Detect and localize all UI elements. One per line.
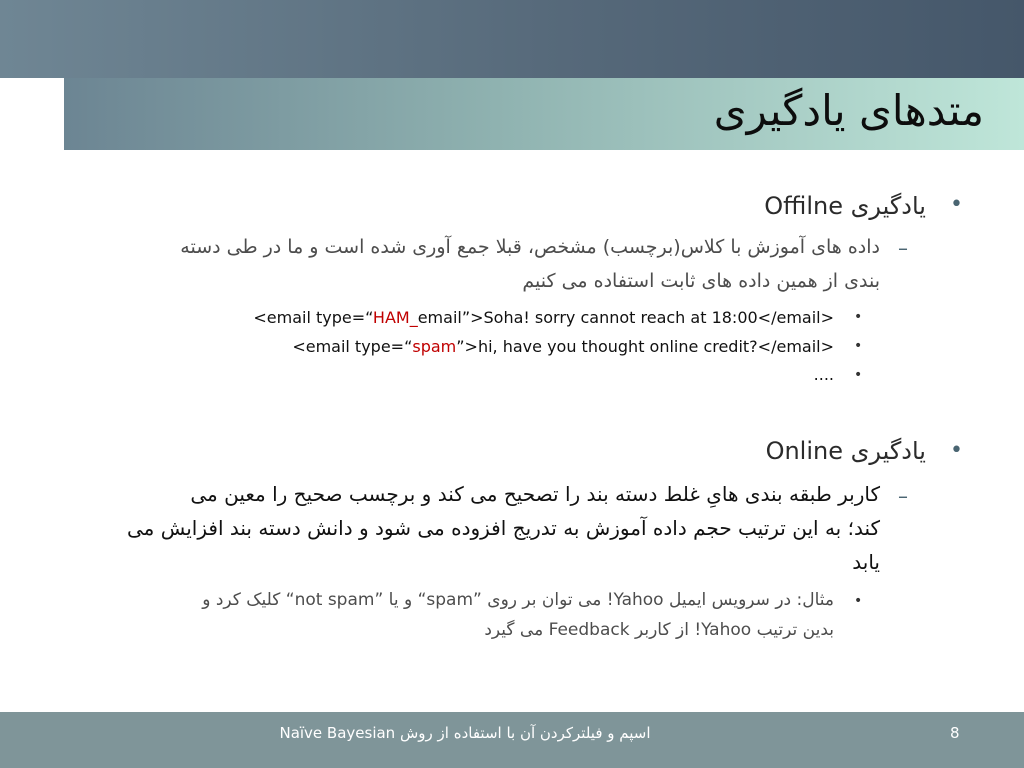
email-example-2 [292,337,834,356]
dash-marker: – [898,484,908,508]
email-example-1-type: HAM_ [372,308,418,327]
bullet-marker: • [854,338,863,354]
online-description-line1: کاربر طبقه بندی هایِ غلط دسته بند را تصحیح می کند و برچسب صحیح را معین می [190,482,880,506]
email-example-2-type: spam [412,337,457,356]
bullet-marker: • [950,438,963,463]
footer-text: اسپم و فیلترکردن آن با استفاده از روش Naïve Bayesian [279,724,651,742]
yahoo-example-line2: بدین ترتیب Yahoo! از کاربر Feedback می گیرد [484,620,834,640]
offline-description-line2: بندی از همین داده های ثابت استفاده می کنیم [522,270,880,292]
bullet-marker: • [854,367,863,383]
email-example-1 [253,308,834,327]
email-example-1-prefix: <email type=“ [253,308,373,327]
bullet-marker: • [950,192,963,217]
online-description-line2: کند؛ به این ترتیب حجم داده آموزش به تدریج افزوده می شود و دانش دسته بند افزایش می [127,516,880,540]
dash-marker: – [898,236,908,260]
yahoo-example-line1: مثال: در سرویس ایمیل Yahoo! می توان بر روی ”spam“ و یا ”not spam“ کلیک کرد و [202,590,834,610]
email-example-2-prefix: <email type=“ [292,337,413,356]
email-example-2-body: ”>hi, have you thought online credit?</email> [456,337,834,356]
bullet-marker: • [854,593,863,609]
online-heading: یادگیری Online [765,437,926,465]
footer-bar [0,712,1024,768]
email-example-1-body: email”>Soha! sorry cannot reach at 18:00</email> [417,308,834,327]
email-example-ellipsis: .... [813,365,834,384]
page-number: 8 [950,724,960,742]
offline-heading: یادگیری Offilne [764,192,926,220]
online-description-line3: یابد [852,550,880,574]
slide-title: متدهای یادگیری [713,86,984,135]
bullet-marker: • [854,309,863,325]
offline-description-line1: داده های آموزش با کلاس(برچسب) مشخص، قبلا جمع آوری شده است و ما در طی دسته [180,236,880,258]
